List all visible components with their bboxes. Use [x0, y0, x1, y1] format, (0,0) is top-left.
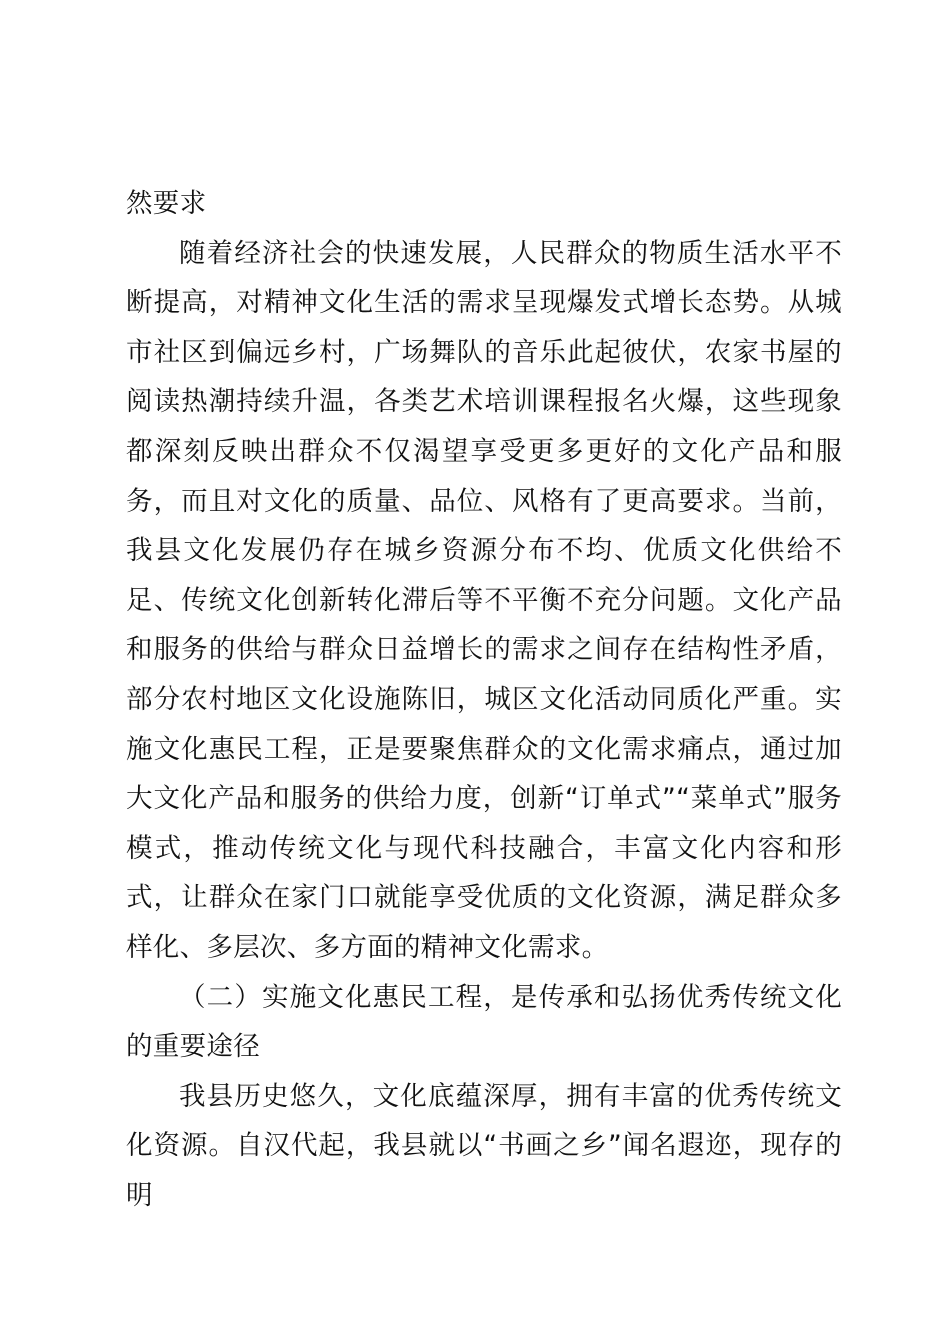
section-heading-continuation: 然要求 — [126, 188, 207, 219]
body-paragraph: 我县历史悠久，文化底蕴深厚，拥有丰富的优秀传统文化资源。自汉代起，我县就以“书画之乡”闻名遐迩，现存的明 — [126, 1080, 842, 1211]
document-body — [126, 179, 842, 1220]
body-paragraph: 随着经济社会的快速发展，人民群众的物质生活水平不断提高，对精神文化生活的需求呈现爆发式增长态势。从城市社区到偏远乡村，广场舞队的音乐此起彼伏，农家书屋的阅读热潮持续升温，各类艺术培训课程报名火爆，这些现象都深刻反映出群众不仅渴望享受更多更好的文化产品和服务，而且对文化的质量、品位、风格有了更高要求。当前，我县文化发展仍存在城乡资源分布不均、优质文化供给不足、传统文化创新转化滞后等不平衡不充分问题。文化产品和服务的供给与群众日益增长的需求之间存在结构性矛盾，部分农村地区文化设施陈旧，城区文化活动同质化严重。实施文化惠民工程，正是要聚焦群众的文化需求痛点，通过加大文化产品和服务的供给力度，创新“订单式”“菜单式”服务模式，推动传统文化与现代科技融合，丰富文化内容和形式，让群众在家门口就能享受优质的文化资源，满足群众多样化、多层次、多方面的精神文化需求。 — [126, 237, 842, 963]
section-heading: （二）实施文化惠民工程，是传承和弘扬优秀传统文化的重要途径 — [126, 981, 842, 1063]
